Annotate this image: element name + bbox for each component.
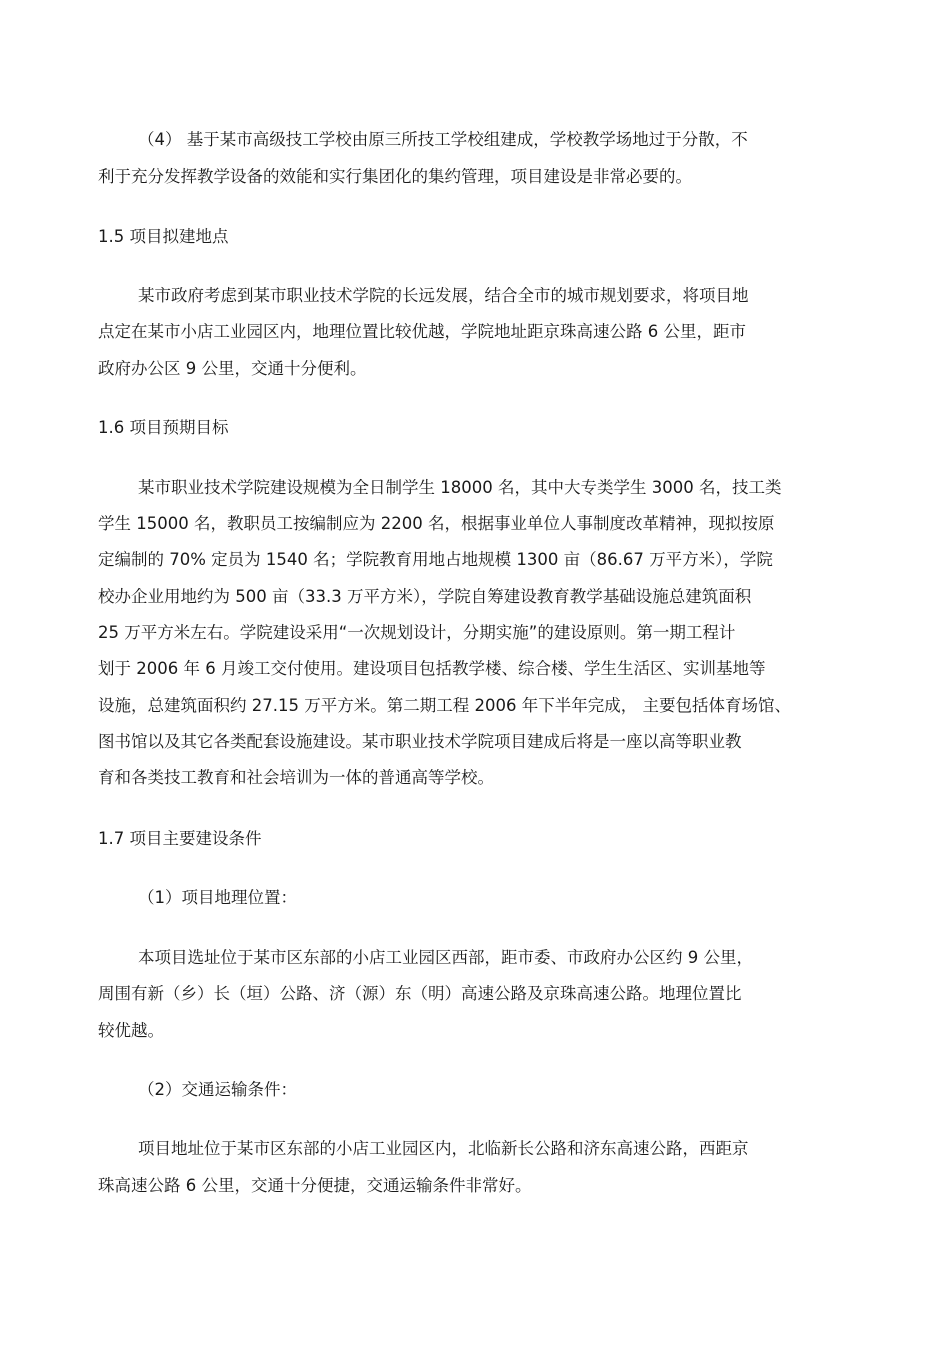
paragraph-line: 25 万平方米左右。学院建设采用“一次规划设计，分期实施”的建设原则。第一期工程计: [98, 623, 736, 642]
paragraph-line: 利于充分发挥教学设备的效能和实行集团化的集约管理，项目建设是非常必要的。: [98, 167, 692, 186]
paragraph-line: 项目地址位于某市区东部的小店工业园区内，北临新长公路和济东高速公路，西距京: [138, 1139, 749, 1158]
paragraph-line: 周围有新（乡）长（垣）公路、济（源）东（明）高速公路及京珠高速公路。地理位置比: [98, 984, 742, 1003]
paragraph-line: 某市政府考虑到某市职业技术学院的长远发展，结合全市的城市规划要求，将项目地: [138, 286, 749, 305]
subsection-heading: （1）项目地理位置：: [138, 888, 297, 907]
paragraph-line: 某市职业技术学院建设规模为全日制学生 18000 名，其中大专类学生 3000 名，技工类: [138, 478, 782, 497]
paragraph-line: 珠高速公路 6 公里，交通十分便捷，交通运输条件非常好。: [98, 1176, 532, 1195]
paragraph-line: 划于 2006 年 6 月竣工交付使用。建设项目包括教学楼、综合楼、学生生活区、实训基地等: [98, 659, 766, 678]
paragraph-line: 图书馆以及其它各类配套设施建设。某市职业技术学院项目建成后将是一座以高等职业教: [98, 732, 742, 751]
section-heading: 1.5 项目拟建地点: [98, 227, 229, 246]
paragraph-line: 政府办公区 9 公里，交通十分便利。: [98, 359, 367, 378]
paragraph-line: 点定在某市小店工业园区内，地理位置比较优越，学院地址距京珠高速公路 6 公里，距市: [98, 322, 746, 341]
paragraph-line: 定编制的 70% 定员为 1540 名；学院教育用地占地规模 1300 亩（86.67 万平方米），学院: [98, 550, 773, 569]
subsection-heading: （2）交通运输条件：: [138, 1080, 297, 1099]
paragraph-line: 学生 15000 名，教职员工按编制应为 2200 名，根据事业单位人事制度改革精神，现拟按原: [98, 514, 775, 533]
paragraph-line: 较优越。: [98, 1021, 164, 1040]
paragraph-line: （4） 基于某市高级技工学校由原三所技工学校组建成，学校教学场地过于分散，不: [138, 130, 748, 149]
section-heading: 1.6 项目预期目标: [98, 418, 229, 437]
section-heading: 1.7 项目主要建设条件: [98, 829, 262, 848]
paragraph-line: 设施，总建筑面积约 27.15 万平方米。第二期工程 2006 年下半年完成， 主要包括体育场馆、: [98, 696, 791, 715]
paragraph-line: 校办企业用地约为 500 亩（33.3 万平方米），学院自筹建设教育教学基础设施总建筑面积: [98, 587, 752, 606]
paragraph-line: 育和各类技工教育和社会培训为一体的普通高等学校。: [98, 768, 494, 787]
paragraph-line: 本项目选址位于某市区东部的小店工业园区西部，距市委、市政府办公区约 9 公里，: [138, 948, 753, 967]
